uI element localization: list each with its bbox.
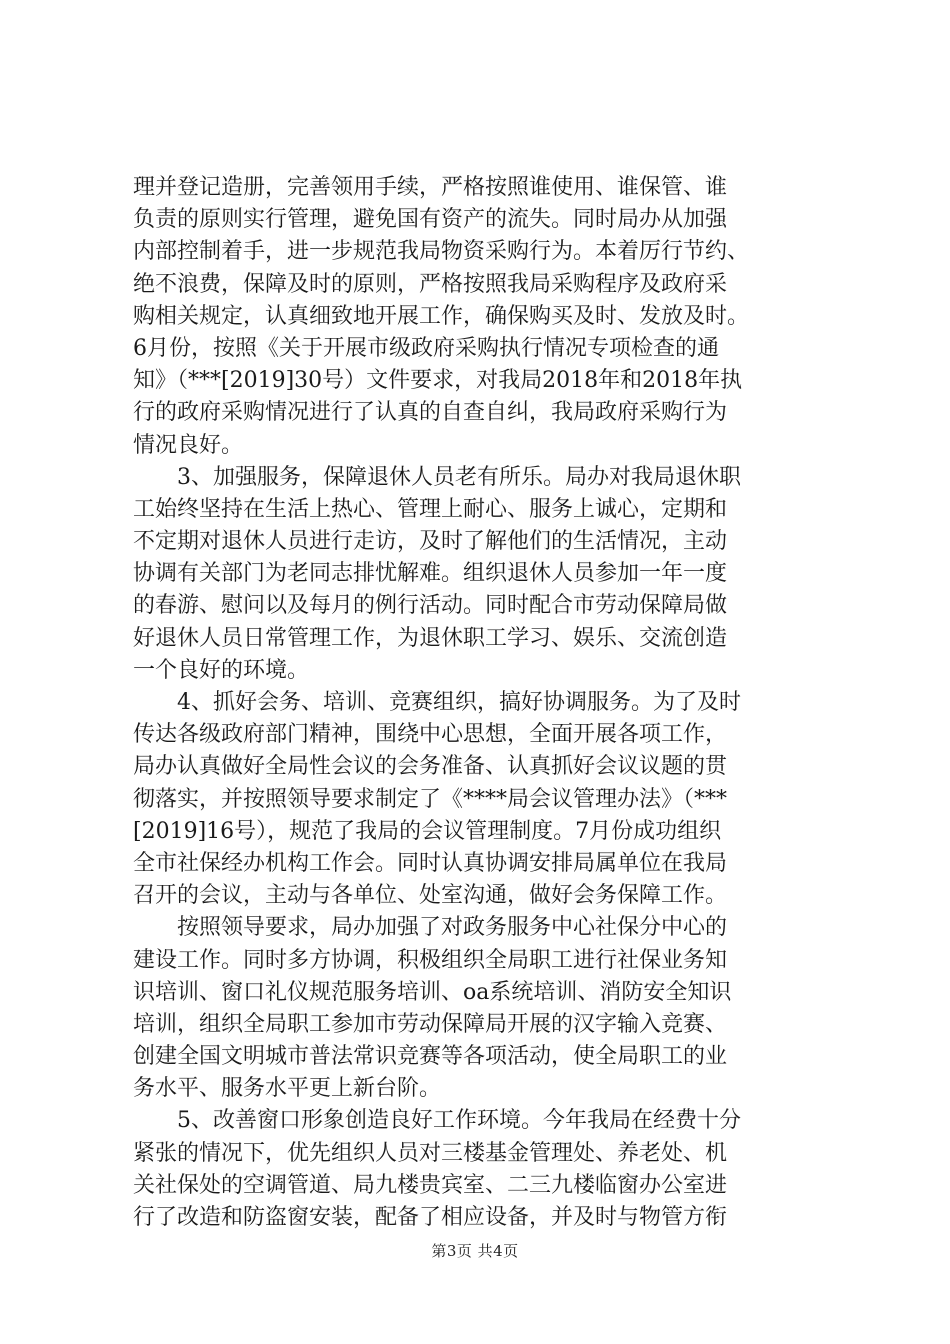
text-line: 理并登记造册，完善领用手续，严格按照谁使用、谁保管、谁 bbox=[133, 175, 728, 200]
text-line: 关社保处的空调管道、局九楼贵宾室、二三九楼临窗办公室进 bbox=[133, 1172, 728, 1198]
document-body bbox=[133, 172, 833, 1234]
text-line: 局办认真做好全局性会议的会务准备、认真抓好会议议题的贯 bbox=[133, 754, 728, 780]
text-line: 创建全国文明城市普法常识竞赛等各项活动，使全局职工的业 bbox=[133, 1044, 728, 1070]
text-line: [2019]16号），规范了我局的会议管理制度。7月份成功组织 bbox=[133, 818, 722, 844]
text-line: 按照领导要求，局办加强了对政务服务中心社保分中心的 bbox=[177, 915, 728, 941]
page-footer bbox=[0, 1240, 950, 1261]
text-line: 召开的会议，主动与各单位、处室沟通，做好会务保障工作。 bbox=[133, 883, 728, 909]
text-line: 彻落实，并按照领导要求制定了《****局会议管理办法》（*** bbox=[133, 786, 728, 812]
text-line: 工始终坚持在生活上热心、管理上耐心、服务上诚心，定期和 bbox=[133, 496, 728, 522]
text-line: 一个良好的环境。 bbox=[133, 657, 310, 683]
text-line: 行了改造和防盗窗安装，配备了相应设备，并及时与物管方衔 bbox=[133, 1205, 728, 1230]
text-line: 识培训、窗口礼仪规范服务培训、oa系统培训、消防安全知识 bbox=[133, 979, 732, 1005]
text-line: 内部控制着手，进一步规范我局物资采购行为。本着厉行节约、 bbox=[133, 239, 750, 265]
text-line: 的春游、慰问以及每月的例行活动。同时配合市劳动保障局做 bbox=[133, 593, 728, 619]
text-line: 协调有关部门为老同志排忧解难。组织退休人员参加一年一度 bbox=[133, 561, 728, 587]
text-line: 紧张的情况下，优先组织人员对三楼基金管理处、养老处、机 bbox=[133, 1140, 728, 1166]
text-line: 传达各级政府部门精神，围绕中心思想，全面开展各项工作， bbox=[133, 722, 728, 748]
text-line: 绝不浪费，保障及时的原则，严格按照我局采购程序及政府采 bbox=[133, 271, 728, 297]
text-line: 购相关规定，认真细致地开展工作，确保购买及时、发放及时。 bbox=[133, 303, 750, 329]
text-line: 建设工作。同时多方协调，积极组织全局职工进行社保业务知 bbox=[133, 947, 728, 973]
text-line: 全市社保经办机构工作会。同时认真协调安排局属单位在我局 bbox=[133, 850, 728, 876]
text-line: 6月份，按照《关于开展市级政府采购执行情况专项检查的通 bbox=[133, 335, 719, 361]
text-line: 情况良好。 bbox=[133, 432, 244, 458]
page-number-label: 第3页 共4页 bbox=[431, 1242, 519, 1260]
text-line: 负责的原则实行管理，避免国有资产的流失。同时局办从加强 bbox=[133, 207, 728, 233]
text-line: 5、改善窗口形象创造良好工作环境。今年我局在经费十分 bbox=[177, 1108, 741, 1134]
text-line: 务水平、服务水平更上新台阶。 bbox=[133, 1076, 442, 1102]
text-line: 3、加强服务，保障退休人员老有所乐。局办对我局退休职 bbox=[177, 464, 741, 490]
text-line: 4、抓好会务、培训、竞赛组织，搞好协调服务。为了及时 bbox=[177, 690, 741, 715]
text-line: 不定期对退休人员进行走访，及时了解他们的生活情况，主动 bbox=[133, 529, 728, 555]
text-line: 知》（***[2019]30号）文件要求，对我局2018年和2018年执 bbox=[133, 368, 743, 394]
text-line: 行的政府采购情况进行了认真的自查自纠，我局政府采购行为 bbox=[133, 400, 728, 426]
text-line: 培训，组织全局职工参加市劳动保障局开展的汉字输入竞赛、 bbox=[133, 1011, 728, 1037]
text-line: 好退休人员日常管理工作，为退休职工学习、娱乐、交流创造 bbox=[133, 625, 728, 651]
